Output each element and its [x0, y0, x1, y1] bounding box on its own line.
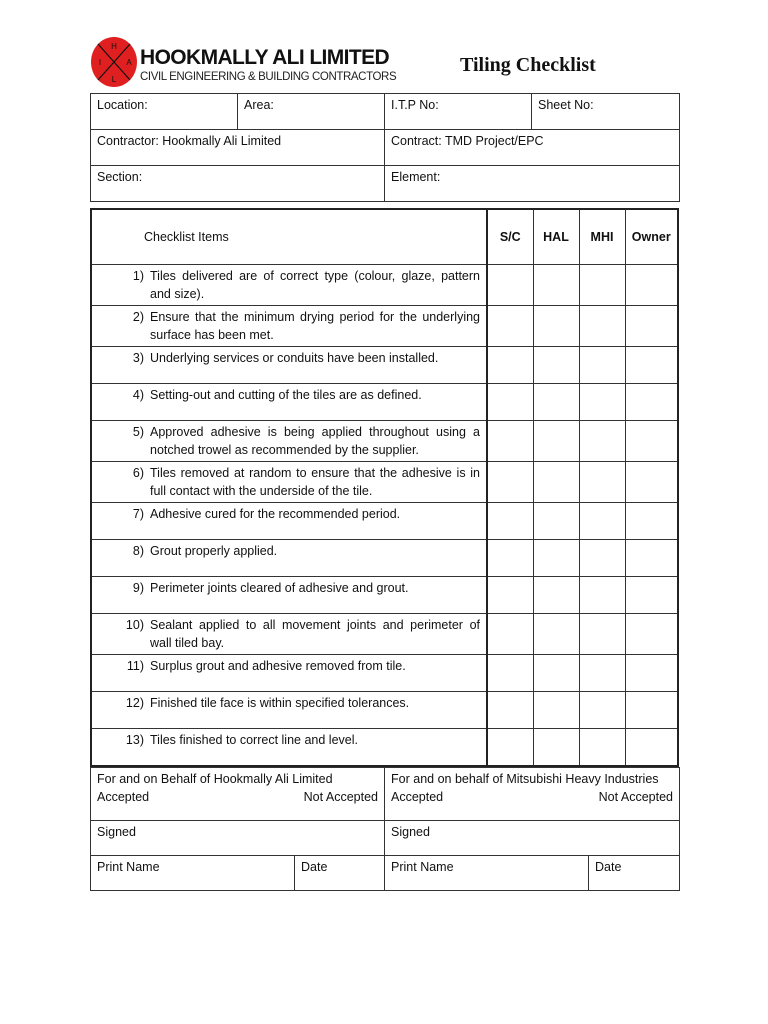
checklist-item-text: Tiles finished to correct line and level.: [150, 733, 358, 747]
checkbox-mhi[interactable]: [579, 384, 625, 421]
logo-letter-top: H: [111, 42, 117, 51]
document-title: Tiling Checklist: [460, 54, 596, 76]
checklist-item-number: 13): [125, 733, 144, 747]
checklist-item-number: 4): [132, 388, 144, 402]
checkbox-hal[interactable]: [533, 729, 579, 767]
checklist-item-number: 8): [132, 544, 144, 558]
checklist-item-text: Tiles removed at random to ensure that the adhesive is in full contact with the underside of the tile.: [150, 466, 480, 498]
checkbox-mhi[interactable]: [579, 462, 625, 503]
company-logo: [90, 36, 138, 88]
checklist-item-text: Finished tile face is within specified tolerances.: [150, 696, 410, 710]
logo-letter-bottom: L: [111, 75, 117, 84]
checklist-item: [91, 384, 487, 421]
checklist-item: [91, 265, 487, 306]
checklist-item-text: Setting-out and cutting of the tiles are as defined.: [150, 388, 422, 402]
mhi-date-field[interactable]: Date: [589, 856, 680, 891]
checkbox-mhi[interactable]: [579, 265, 625, 306]
column-owner: Owner: [625, 209, 678, 265]
mhi-accepted-option[interactable]: Accepted: [391, 790, 444, 804]
hal-signed-field[interactable]: Signed: [91, 821, 385, 856]
column-hal: HAL: [533, 209, 579, 265]
mhi-not-accepted-option[interactable]: Not Accepted: [598, 790, 674, 804]
checkbox-sc[interactable]: [487, 503, 533, 540]
checklist-item-number: 6): [132, 466, 144, 480]
checkbox-owner[interactable]: [625, 540, 678, 577]
checkbox-hal[interactable]: [533, 462, 579, 503]
checkbox-sc[interactable]: [487, 729, 533, 767]
checklist-item: [91, 347, 487, 384]
checkbox-mhi[interactable]: [579, 577, 625, 614]
signoff-table: [90, 767, 680, 891]
checkbox-sc[interactable]: [487, 347, 533, 384]
checkbox-mhi[interactable]: [579, 306, 625, 347]
itp-no-field[interactable]: I.T.P No:: [385, 94, 532, 130]
checkbox-sc[interactable]: [487, 384, 533, 421]
hal-signoff-title: For and on Behalf of Hookmally Ali Limited: [97, 772, 333, 786]
contract-field[interactable]: Contract: TMD Project/EPC: [385, 130, 680, 166]
hal-not-accepted-option[interactable]: Not Accepted: [303, 790, 379, 804]
checkbox-owner[interactable]: [625, 692, 678, 729]
checkbox-owner[interactable]: [625, 577, 678, 614]
checkbox-hal[interactable]: [533, 421, 579, 462]
checkbox-owner[interactable]: [625, 729, 678, 767]
checklist-row: [91, 614, 678, 655]
hal-print-name-field[interactable]: Print Name: [91, 856, 295, 891]
logo-letter-left: I: [98, 58, 102, 67]
checklist-row: [91, 384, 678, 421]
checklist-item: [91, 614, 487, 655]
checkbox-mhi[interactable]: [579, 692, 625, 729]
checkbox-owner[interactable]: [625, 384, 678, 421]
mhi-signoff-block: [385, 768, 680, 821]
checkbox-sc[interactable]: [487, 306, 533, 347]
checkbox-sc[interactable]: [487, 577, 533, 614]
checklist-row: [91, 306, 678, 347]
checkbox-mhi[interactable]: [579, 655, 625, 692]
logo-letter-right: A: [126, 58, 132, 67]
checkbox-sc[interactable]: [487, 692, 533, 729]
checklist-table: [90, 208, 679, 767]
checklist-item: [91, 692, 487, 729]
checkbox-hal[interactable]: [533, 692, 579, 729]
checkbox-hal[interactable]: [533, 306, 579, 347]
checkbox-hal[interactable]: [533, 655, 579, 692]
location-field[interactable]: Location:: [91, 94, 238, 130]
checkbox-owner[interactable]: [625, 503, 678, 540]
mhi-signed-field[interactable]: Signed: [385, 821, 680, 856]
checklist-row: [91, 503, 678, 540]
checkbox-mhi[interactable]: [579, 614, 625, 655]
checklist-item: [91, 540, 487, 577]
checkbox-sc[interactable]: [487, 265, 533, 306]
checkbox-hal[interactable]: [533, 540, 579, 577]
checkbox-sc[interactable]: [487, 540, 533, 577]
checkbox-hal[interactable]: [533, 265, 579, 306]
checklist-item-text: Surplus grout and adhesive removed from tile.: [150, 659, 406, 673]
checklist-row: [91, 577, 678, 614]
checkbox-owner[interactable]: [625, 655, 678, 692]
checklist-item-number: 3): [132, 351, 144, 365]
element-field[interactable]: Element:: [385, 166, 680, 202]
checkbox-mhi[interactable]: [579, 540, 625, 577]
checkbox-mhi[interactable]: [579, 347, 625, 384]
checklist-row: [91, 265, 678, 306]
checkbox-owner[interactable]: [625, 614, 678, 655]
checklist-item: [91, 462, 487, 503]
project-info-table: [90, 93, 680, 202]
checklist-row: [91, 462, 678, 503]
checkbox-sc[interactable]: [487, 421, 533, 462]
area-field[interactable]: Area:: [238, 94, 385, 130]
checkbox-mhi[interactable]: [579, 729, 625, 767]
checklist-item-text: Grout properly applied.: [150, 544, 278, 558]
checkbox-sc[interactable]: [487, 462, 533, 503]
checklist-row: [91, 540, 678, 577]
checklist-item: [91, 306, 487, 347]
hal-accepted-option[interactable]: Accepted: [97, 790, 150, 804]
checklist-row: [91, 655, 678, 692]
checklist-row: [91, 692, 678, 729]
checklist-item: [91, 503, 487, 540]
checkbox-sc[interactable]: [487, 614, 533, 655]
checkbox-hal[interactable]: [533, 577, 579, 614]
checkbox-owner[interactable]: [625, 265, 678, 306]
checkbox-mhi[interactable]: [579, 421, 625, 462]
checklist-item-number: 12): [125, 696, 144, 710]
checkbox-hal[interactable]: [533, 384, 579, 421]
checklist-items-header: Checklist Items: [91, 209, 487, 265]
checklist-item-number: 5): [132, 425, 144, 439]
sheet-no-field[interactable]: Sheet No:: [532, 94, 680, 130]
checkbox-owner[interactable]: [625, 306, 678, 347]
company-name: HOOKMALLY ALI LIMITED: [140, 46, 390, 69]
contractor-field[interactable]: Contractor: Hookmally Ali Limited: [91, 130, 385, 166]
checkbox-hal[interactable]: [533, 614, 579, 655]
hal-date-field[interactable]: Date: [295, 856, 385, 891]
checklist-item: [91, 729, 487, 767]
checkbox-owner[interactable]: [625, 462, 678, 503]
checklist-item-number: 7): [132, 507, 144, 521]
checkbox-mhi[interactable]: [579, 503, 625, 540]
checklist-row: [91, 421, 678, 462]
checklist-item: [91, 421, 487, 462]
checkbox-sc[interactable]: [487, 655, 533, 692]
checklist-item-text: Adhesive cured for the recommended period.: [150, 507, 401, 521]
checklist-item-text: Sealant applied to all movement joints and perimeter of wall tiled bay.: [150, 618, 480, 650]
checklist-item-text: Underlying services or conduits have been installed.: [150, 351, 439, 365]
checklist-item-number: 11): [126, 659, 144, 673]
checklist-item-text: Ensure that the minimum drying period for the underlying surface has been met.: [150, 310, 480, 342]
checklist-row: [91, 347, 678, 384]
hal-signoff-block: [91, 768, 385, 821]
checkbox-hal[interactable]: [533, 503, 579, 540]
checkbox-owner[interactable]: [625, 347, 678, 384]
checklist-item: [91, 577, 487, 614]
company-tagline: CIVIL ENGINEERING & BUILDING CONTRACTORS: [140, 71, 397, 83]
checklist-item-text: Tiles delivered are of correct type (colour, glaze, pattern and size).: [150, 269, 480, 301]
checklist-item-number: 1): [132, 269, 144, 283]
checklist-item-number: 2): [132, 310, 144, 324]
checklist-row: [91, 729, 678, 767]
checklist-item-number: 10): [125, 618, 144, 632]
mhi-signoff-title: For and on behalf of Mitsubishi Heavy Industries: [391, 772, 659, 786]
column-sc: S/C: [487, 209, 533, 265]
checkbox-hal[interactable]: [533, 347, 579, 384]
checklist-item: [91, 655, 487, 692]
checkbox-owner[interactable]: [625, 421, 678, 462]
checklist-item-text: Approved adhesive is being applied throughout using a notched trowel as recommended by the supplier.: [150, 425, 480, 457]
column-mhi: MHI: [579, 209, 625, 265]
checklist-item-number: 9): [132, 581, 144, 595]
section-field[interactable]: Section:: [91, 166, 385, 202]
checklist-item-text: Perimeter joints cleared of adhesive and grout.: [150, 581, 409, 595]
mhi-print-name-field[interactable]: Print Name: [385, 856, 589, 891]
